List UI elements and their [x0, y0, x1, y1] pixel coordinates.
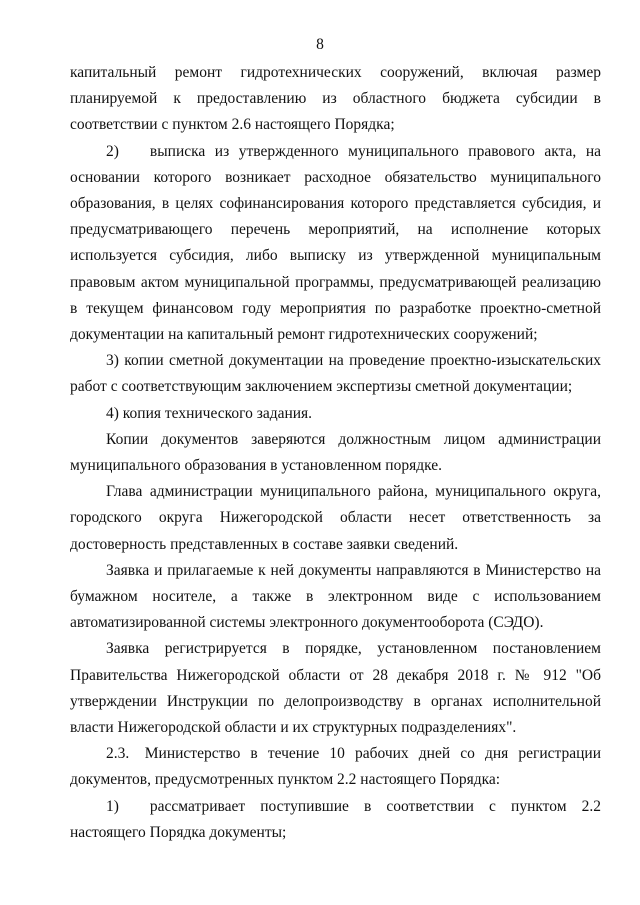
paragraph-2-3-item-1: 1) рассматривает поступившие в соответствии с пунктом 2.2 настоящего Порядка документы; [70, 797, 601, 841]
document-body [70, 60, 601, 846]
paragraph-continuation: капитальный ремонт гидротехнических сооружений, включая размер планируемой к предоставлению из областного бюджета субсидии в соответствии с пунктом 2.6 настоящего Порядка; [70, 64, 601, 134]
paragraph-item-2: 2) выписка из утвержденного муниципального правового акта, на основании которого возникает расходное обязательство муниципального образования, в целях софинансирования которого представляется субсидия, и предусматривающего перечень мероприятий, на исполнение которых используется субсидия, либо выписку из утвержденной муниципальным правовым актом муниципальной программы, предусматривающей реализацию в текущем финансовом году мероприятия по разработке проектно-сметной документации на капитальный ремонт гидротехнических сооружений; [70, 142, 601, 344]
paragraph-registration: Заявка регистрируется в порядке, установленном постановлением Правительства Нижегородской области от 28 декабря 2018 г. № 912 "Об утверждении Инструкции по делопроизводству в органах исполнительной власти Нижегородской области и их структурных подразделениях". [70, 640, 601, 737]
paragraph-submission: Заявка и прилагаемые к ней документы направляются в Министерство на бумажном носителе, а также в электронном виде с использованием автоматизированной системы электронного документооборота (СЭДО). [70, 561, 601, 632]
paragraph-item-4: 4) копия технического задания. [106, 404, 313, 422]
paragraph-certification: Копии документов заверяются должностным лицом администрации муниципального образования в установленном порядке. [70, 430, 601, 475]
paragraph-responsibility: Глава администрации муниципального района, муниципального округа, городского округа Нижегородской области несет ответственность за достоверность представленных в составе заявки сведений. [70, 483, 601, 553]
paragraph-section-2-3: 2.3. Министерство в течение 10 рабочих дней со дня регистрации документов, предусмотренных пунктом 2.2 настоящего Порядка: [70, 745, 601, 789]
paragraph-item-3: 3) копии сметной документации на проведение проектно-изыскательских работ с соответствующим заключением экспертизы сметной документации; [70, 352, 601, 396]
page-number: 8 [316, 36, 324, 53]
